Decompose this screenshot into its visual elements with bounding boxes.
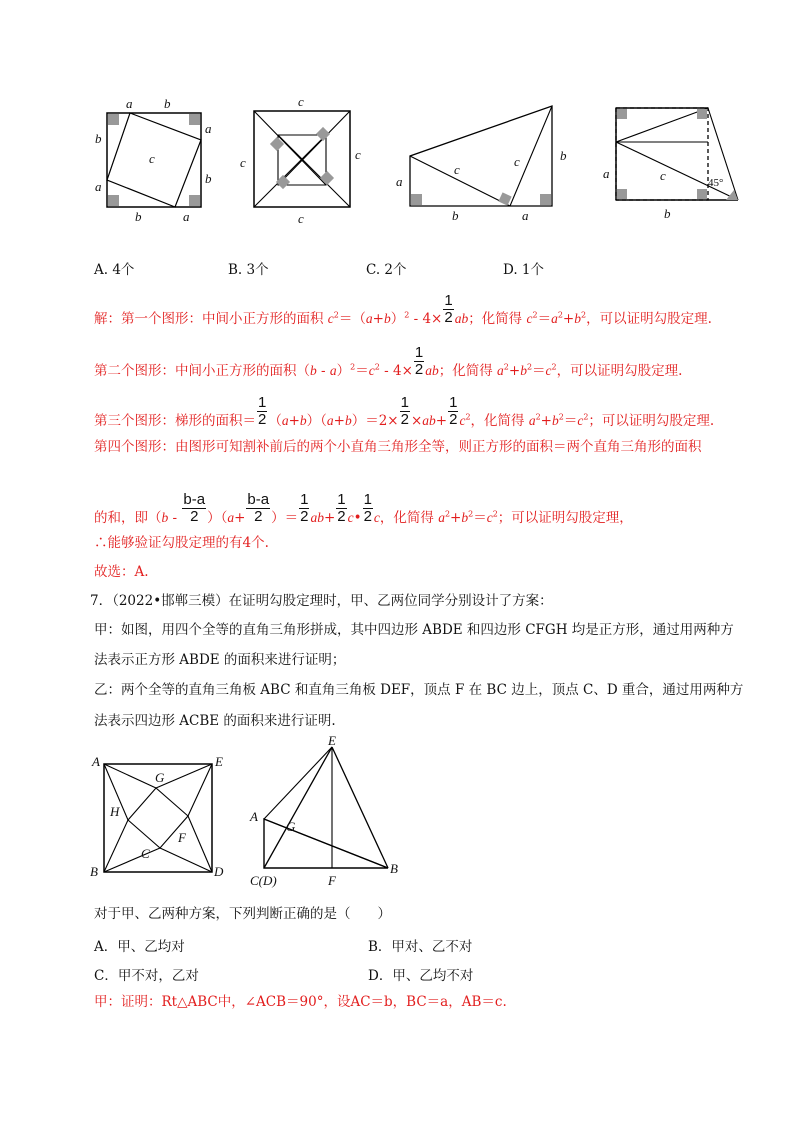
solution-line-4: 第四个图形：由图形可知割补前后的两个小直角三角形全等，则正方形的面积＝两个直角三角形的面积 — [94, 439, 702, 455]
q7-stem: 7．（2022•邯郸三模）在证明勾股定理时，甲、乙两位同学分别设计了方案： — [90, 593, 553, 609]
svg-text:H: H — [110, 804, 120, 819]
svg-text:E: E — [328, 735, 336, 748]
figure-trapezoid — [392, 98, 582, 224]
svg-text:a: a — [205, 121, 212, 136]
fraction: $\frac{1}{2}$ — [444, 292, 453, 326]
fraction: $\frac{1}{2}$ — [400, 394, 409, 428]
fraction: $\frac{b-a}{2}$ — [183, 491, 206, 525]
svg-text:c: c — [355, 147, 361, 162]
fraction: $\frac{1}{2}$ — [258, 394, 267, 428]
option-b: B. 3个 — [228, 262, 269, 278]
svg-text:b: b — [135, 209, 142, 224]
svg-text:a: a — [126, 96, 133, 111]
svg-text:D: D — [214, 864, 224, 879]
q7-yi-line-2: 法表示四边形 ACBE 的面积来进行证明. — [94, 713, 336, 729]
svg-text:B: B — [390, 861, 398, 876]
svg-text:b: b — [205, 171, 212, 186]
svg-text:a: a — [522, 208, 529, 223]
svg-text:c: c — [514, 154, 520, 169]
svg-text:c: c — [298, 95, 304, 109]
svg-text:c: c — [454, 162, 460, 177]
solution-line-3: 第三个图形：梯形的面积＝ $\frac{1}{2}$ （a+b）（a+b）＝2× $\frac{1}{2}$ ×ab+ $\frac{1}{2}$ $c^2$，化简得 $a^2+b^2=c^2$；可以证明勾股定理. — [94, 394, 715, 429]
svg-text:b: b — [560, 148, 567, 163]
solution-line-5: 的和，即（b - $\frac{b-a}{2}$ ）（a+ $\frac{b-a}{2}$ ）＝ $\frac{1}{2}$ ab+ $\frac{1}{2}$ c• $\frac{1}{2}$ c，化简得 $a^2+b^2=c^2$；可以证明勾股定理， — [94, 491, 633, 526]
fraction: $\frac{1}{2}$ — [337, 491, 346, 525]
solution-line-1: 解：第一个图形：中间小正方形的面积 $c^2=(a+b)^2 - 4\times$ $\frac{1}{2}$ ab；化简得 $c^2=a^2+b^2$，可以证明勾股定理. — [94, 292, 712, 327]
q7-proof-start: 甲：证明：Rt△ABC中，∠ACB＝90°，设AC＝b，BC＝a，AB＝c. — [94, 994, 507, 1010]
q7-option-d: D．甲、乙均不对 — [368, 968, 474, 984]
svg-text:b: b — [452, 208, 459, 223]
svg-text:c: c — [149, 151, 155, 166]
svg-text:b: b — [164, 96, 171, 111]
solution-line-2: 第二个图形：中间小正方形的面积$(b - a)^2=c^2 - 4\times$ $\frac{1}{2}$ ab；化简得 $a^2+b^2=c^2$，可以证明勾股定理. — [94, 344, 683, 379]
figure-square-inscribed — [95, 95, 215, 225]
svg-text:b: b — [664, 206, 671, 221]
q7-jia-line-1: 甲：如图，用四个全等的直角三角形拼成，其中四边形 ABDE 和四边形 CFGH 均是正方形，通过用两种方 — [94, 622, 734, 638]
svg-text:c: c — [240, 155, 246, 170]
svg-text:45°: 45° — [708, 177, 724, 189]
svg-text:A: A — [92, 754, 100, 769]
svg-text:F: F — [328, 873, 336, 888]
fraction: $\frac{1}{2}$ — [414, 344, 424, 378]
figure-cut-paste-square — [598, 98, 748, 224]
fraction: $\frac{1}{2}$ — [449, 394, 458, 428]
svg-text:G: G — [155, 770, 165, 785]
figure-square-four-triangles — [238, 95, 368, 230]
fraction: $\frac{1}{2}$ — [363, 491, 372, 525]
option-d: D. 1个 — [503, 262, 545, 278]
fraction: $\frac{b-a}{2}$ — [247, 491, 270, 525]
svg-text:C(D): C(D) — [250, 873, 277, 888]
svg-text:F: F — [178, 830, 186, 845]
q7-jia-line-2: 法表示正方形 ABDE 的面积来进行证明； — [94, 652, 346, 668]
svg-text:a: a — [183, 209, 190, 224]
q7-option-a: A．甲、乙均对 — [94, 939, 185, 955]
svg-text:c: c — [660, 168, 666, 183]
svg-text:a: a — [603, 166, 610, 181]
solution-line-6: ∴能够验证勾股定理的有4个. — [94, 535, 269, 551]
svg-text:C: C — [141, 846, 150, 861]
q7-option-c: C．甲不对，乙对 — [94, 968, 199, 984]
fraction: $\frac{1}{2}$ — [300, 491, 309, 525]
q7-option-b: B．甲对、乙不对 — [368, 939, 473, 955]
option-a: A. 4个 — [94, 262, 135, 278]
svg-text:b: b — [95, 131, 102, 146]
figure-yi-triangles — [248, 735, 408, 890]
svg-text:a: a — [95, 179, 102, 194]
option-c: C. 2个 — [366, 262, 407, 278]
svg-text:E: E — [215, 754, 223, 769]
svg-text:A: A — [250, 809, 258, 824]
figure-jia-square — [88, 750, 238, 885]
q7-question: 对于甲、乙两种方案，下列判断正确的是（ ） — [94, 906, 391, 922]
svg-text:a: a — [396, 174, 403, 189]
svg-text:c: c — [298, 211, 304, 226]
q7-yi-line-1: 乙：两个全等的直角三角板 ABC 和直角三角板 DEF，顶点 F 在 BC 边上，顶点 C、D 重合，通过用两种方 — [94, 682, 744, 698]
svg-text:G: G — [286, 819, 296, 834]
solution-line-7: 故选：A. — [94, 564, 149, 580]
svg-text:B: B — [90, 864, 98, 879]
